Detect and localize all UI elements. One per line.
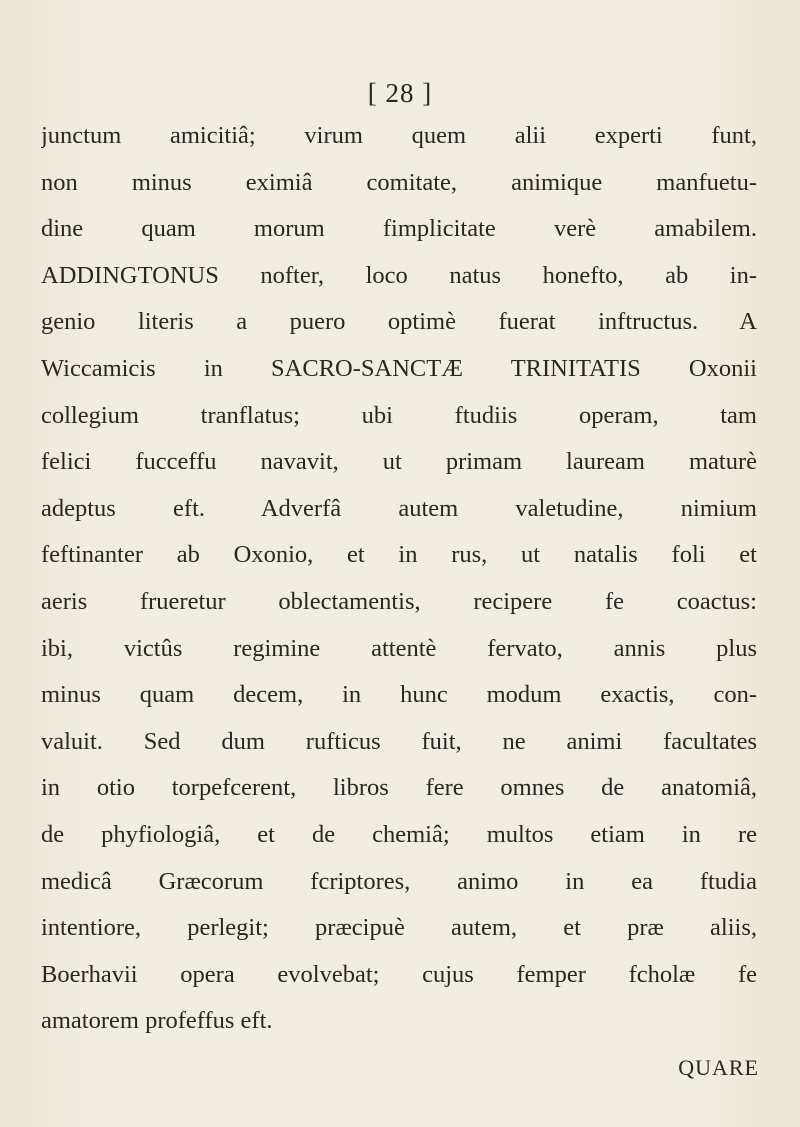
text-line: Wiccamicis in SACRO-SANCTÆ TRINITATIS Oxonii	[41, 354, 757, 382]
text-line: aeris frueretur oblectamentis, recipere fe coactus:	[41, 587, 757, 615]
text-line: amatorem profeffus eft.	[41, 1007, 273, 1035]
text-line: adeptus eft. Adverfâ autem valetudine, nimium	[41, 494, 757, 522]
page-number: [ 28 ]	[367, 78, 433, 108]
text-line: dine quam morum fimplicitate verè amabilem.	[41, 215, 757, 243]
text-line: collegium tranflatus; ubi ftudiis operam, tam	[41, 401, 757, 429]
text-line: junctum amicitiâ; virum quem alii experti funt,	[41, 122, 757, 149]
text-line: ADDINGTONUS nofter, loco natus honefto, ab in-	[41, 261, 757, 289]
body-text	[41, 113, 757, 1045]
text-line: minus quam decem, in hunc modum exactis, con-	[41, 681, 757, 709]
text-line: genio literis a puero optimè fuerat inftructus. A	[41, 308, 757, 336]
text-line: valuit. Sed dum rufticus fuit, ne animi facultates	[41, 727, 757, 755]
text-line: intentiore, perlegit; præcipuè autem, et præ aliis,	[41, 914, 757, 942]
text-line: ibi, victûs regimine attentè fervato, annis plus	[41, 634, 757, 662]
text-line: non minus eximiâ comitate, animique manfuetu-	[41, 168, 757, 196]
text-line: Boerhavii opera evolvebat; cujus femper fcholæ fe	[41, 960, 757, 988]
text-line: felici fucceffu navavit, ut primam lauream maturè	[41, 448, 757, 476]
text-line: in otio torpefcerent, libros fere omnes de anatomiâ,	[41, 774, 757, 802]
text-line: de phyfiologiâ, et de chemiâ; multos etiam in re	[41, 820, 757, 848]
catchword: QUARE	[678, 1054, 759, 1080]
text-line: medicâ Græcorum fcriptores, animo in ea ftudia	[41, 867, 757, 895]
text-line: feftinanter ab Oxonio, et in rus, ut natalis foli et	[41, 541, 757, 569]
